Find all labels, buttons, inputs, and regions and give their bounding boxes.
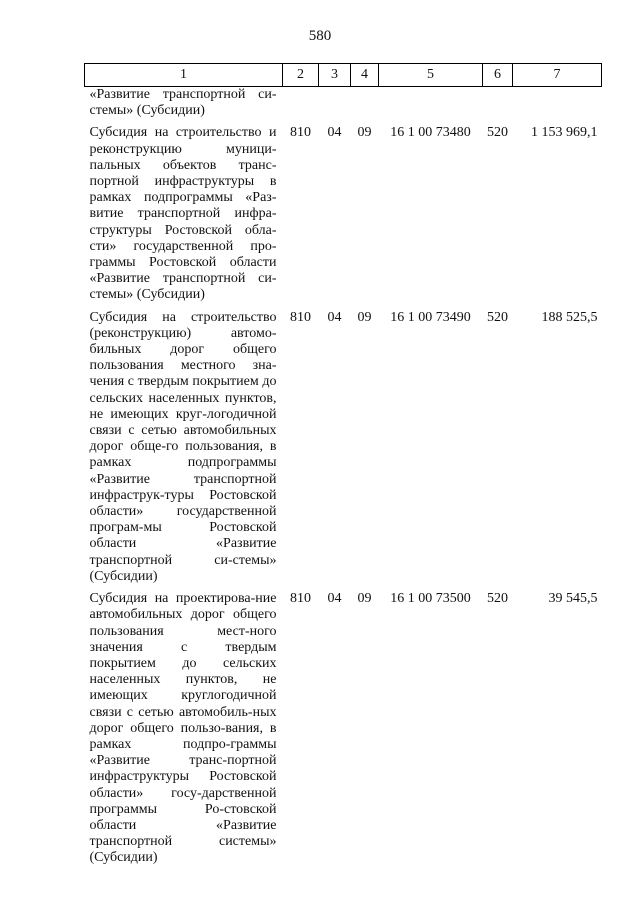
row-subsection: 09	[357, 125, 372, 141]
row-ministry-code	[283, 87, 319, 126]
row-name: Субсидия на строительство (реконструкцию) автомо-бильных дорог общего пользования местного зна-чения с твердым покрытием до сельских населенных пунктов, не имеющих круг-логодичной связи с сетью автомобильных дорог обще-го пользования, в рамках подпрограммы «Развитие транспортной инфраструк-туры Ростовской области» государственной програм-мы Ростовской области «Развитие транспортной си-стемы» (Субсидии)	[89, 309, 277, 584]
table-row	[85, 125, 602, 309]
row-subsection: 09	[357, 591, 372, 607]
row-section: 04	[327, 309, 342, 325]
row-name: Субсидия на строительство и реконструкцию муници-пальных объектов транс-портной инфраструктуры в рамках подпрограммы «Раз-витие транспортной инфра-структуры Ростовской обла-сти» государственной про-граммы Ростовской области «Развитие транспортной си-стемы» (Субсидии)	[89, 125, 277, 303]
header-col-7: 7	[513, 64, 602, 87]
row-target-article: 16 1 00 73490	[390, 309, 471, 325]
row-section: 04	[327, 125, 342, 141]
row-expense-type: 520	[487, 309, 508, 325]
row-name: Субсидия на проектирова-ние автомобильных дорог общего пользования мест-ного значения с твердым покрытием до сельских населенных пунктов, не имеющих круглогодичной связи с сетью автомобиль-ных дорог общего пользо-вания, в рамках подпро-граммы «Развитие транс-портной инфраструктуры Ростовской области» госу-дарственной программы Ро-стовской области «Развитие транспортной системы» (Субсидии)	[89, 591, 277, 866]
table-row	[85, 591, 602, 866]
header-row	[85, 64, 602, 87]
row-expense-type: 520	[487, 591, 508, 607]
row-amount	[513, 87, 602, 126]
row-target-article	[379, 87, 483, 126]
row-expense-type: 520	[487, 125, 508, 141]
row-amount: 188 525,5	[541, 309, 598, 325]
table-row	[85, 310, 602, 591]
row-subsection: 09	[357, 309, 372, 325]
header-col-5: 5	[379, 64, 483, 87]
row-target-article: 16 1 00 73480	[390, 125, 471, 141]
row-amount: 1 153 969,1	[531, 125, 598, 141]
header-col-2: 2	[283, 64, 319, 87]
header-col-3: 3	[319, 64, 351, 87]
header-col-4: 4	[351, 64, 379, 87]
row-expense-type	[483, 87, 513, 126]
row-section: 04	[327, 591, 342, 607]
page-number: 580	[308, 28, 332, 44]
row-ministry-code: 810	[290, 591, 311, 607]
row-name: «Развитие транспортной си-стемы» (Субсидии)	[89, 87, 277, 119]
budget-table	[84, 63, 602, 867]
table-row	[85, 87, 602, 126]
row-section	[319, 87, 351, 126]
row-amount: 39 545,5	[548, 591, 598, 607]
row-ministry-code: 810	[290, 309, 311, 325]
row-target-article: 16 1 00 73500	[390, 591, 471, 607]
header-col-1: 1	[85, 64, 283, 87]
row-subsection	[351, 87, 379, 126]
header-col-6: 6	[483, 64, 513, 87]
row-ministry-code: 810	[290, 125, 311, 141]
